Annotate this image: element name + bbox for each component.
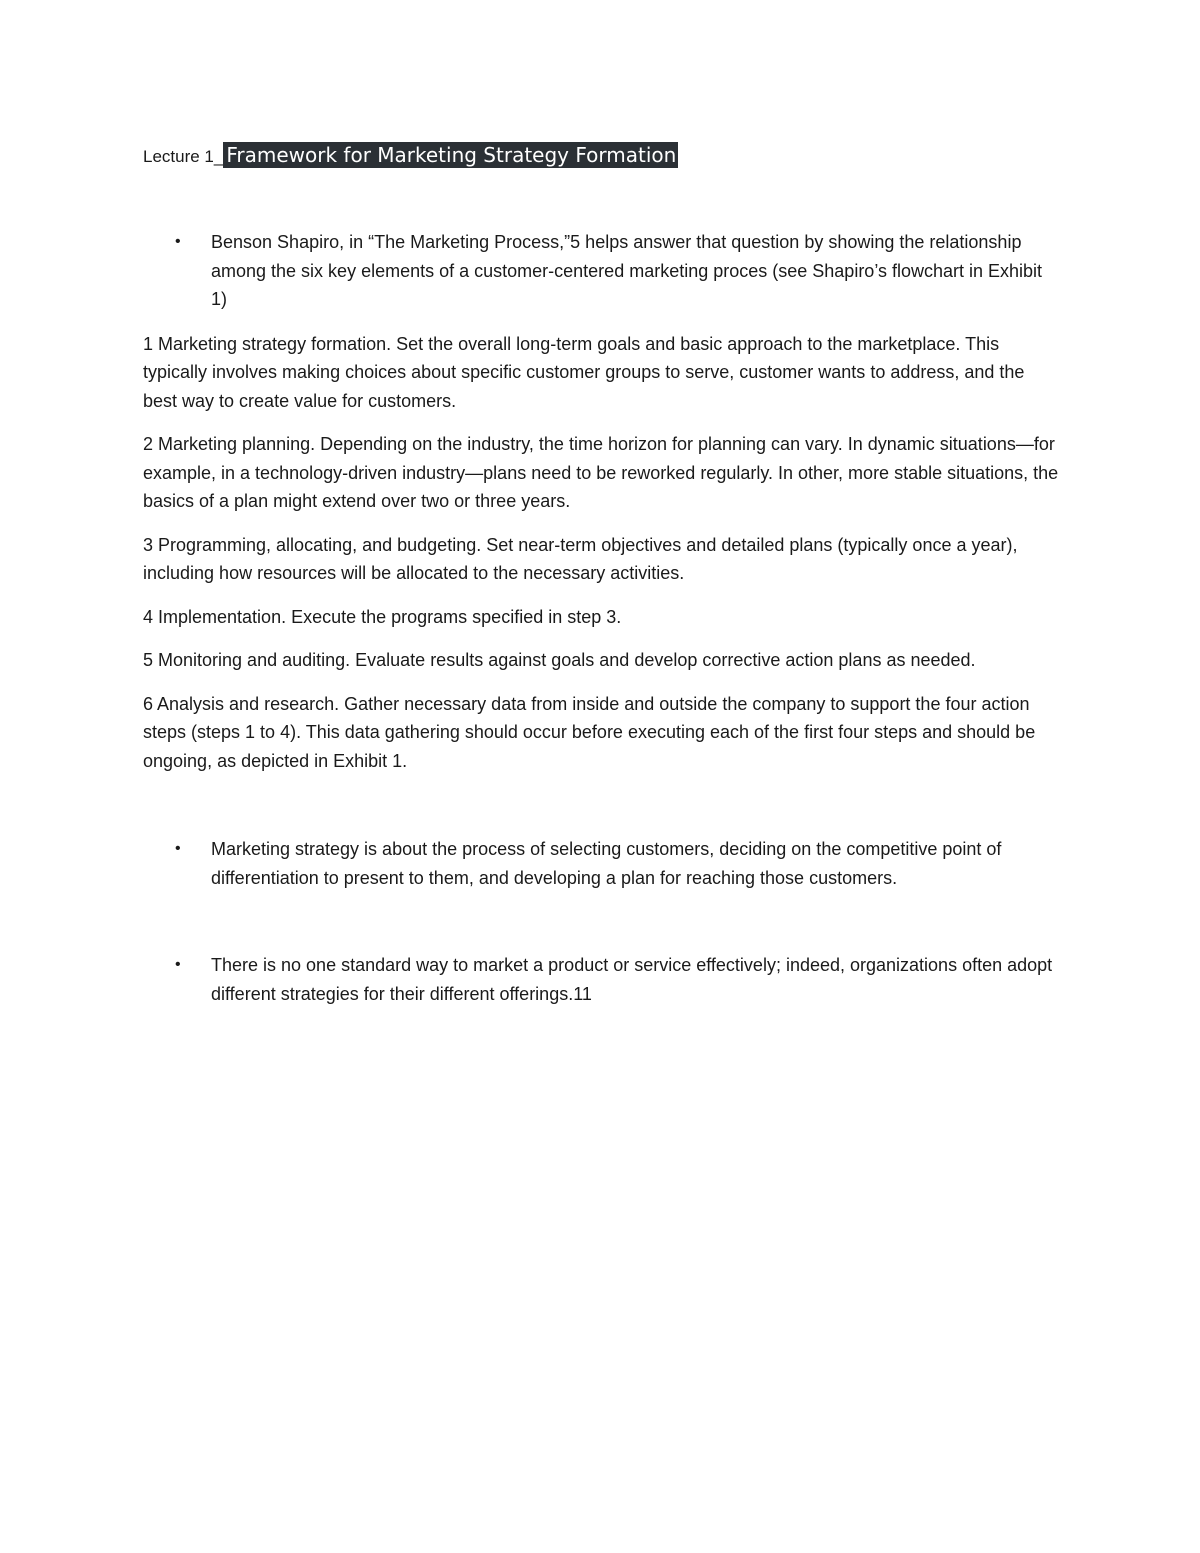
step-paragraph-6: 6 Analysis and research. Gather necessary data from inside and outside the company to support the four action steps (steps 1 to 4). This data gathering should occur before executing each of the first four steps and should be ongoing, as depicted in Exhibit 1. [143, 693, 1036, 771]
step-paragraph-4: 4 Implementation. Execute the programs specified in step 3. [143, 606, 622, 627]
intro-bullet-item [143, 228, 1063, 314]
step-paragraph-5: 5 Monitoring and auditing. Evaluate results against goals and develop corrective action plans as needed. [143, 650, 976, 670]
closing-bullet-item-1 [143, 835, 1063, 892]
closing-bullet-item-2 [143, 951, 1063, 1008]
intro-bullet-text: Benson Shapiro, in “The Marketing Process,”5 helps answer that question by showing the relationship among the six key elements of a customer-centered marketing proces (see Shapiro’s flowchart in Exhibit 1) [211, 232, 1043, 309]
highlighted-title: Framework for Marketing Strategy Formation [223, 142, 678, 168]
lecture-label: Lecture 1_ [143, 147, 224, 166]
bullet-icon: • [175, 233, 181, 250]
step-paragraph-2: 2 Marketing planning. Depending on the industry, the time horizon for planning can vary. In dynamic situations—for example, in a technology-driven industry—plans need to be reworked regularly. In other, more stable situations, the basics of a plan might extend over two or three years. [143, 434, 1059, 511]
bullet-icon: • [175, 956, 181, 973]
closing-bullet-text-1: Marketing strategy is about the process of selecting customers, deciding on the competitive point of differentiation to present to them, and developing a plan for reaching those customers. [211, 839, 1002, 888]
closing-bullet-text-2: There is no one standard way to market a product or service effectively; indeed, organizations often adopt different strategies for their different offerings.11 [211, 955, 1053, 1004]
step-paragraph-3: 3 Programming, allocating, and budgeting. Set near-term objectives and detailed plans (typically once a year), including how resources will be allocated to the necessary activities. [143, 534, 1018, 583]
document-body [143, 228, 1063, 1008]
step-paragraph-1: 1 Marketing strategy formation. Set the overall long-term goals and basic approach to the marketplace. This typically involves making choices about specific customer groups to serve, customer wants to address, and the best way to create value for customers. [143, 333, 1025, 411]
bullet-icon: • [175, 840, 181, 857]
document-heading [143, 142, 678, 170]
